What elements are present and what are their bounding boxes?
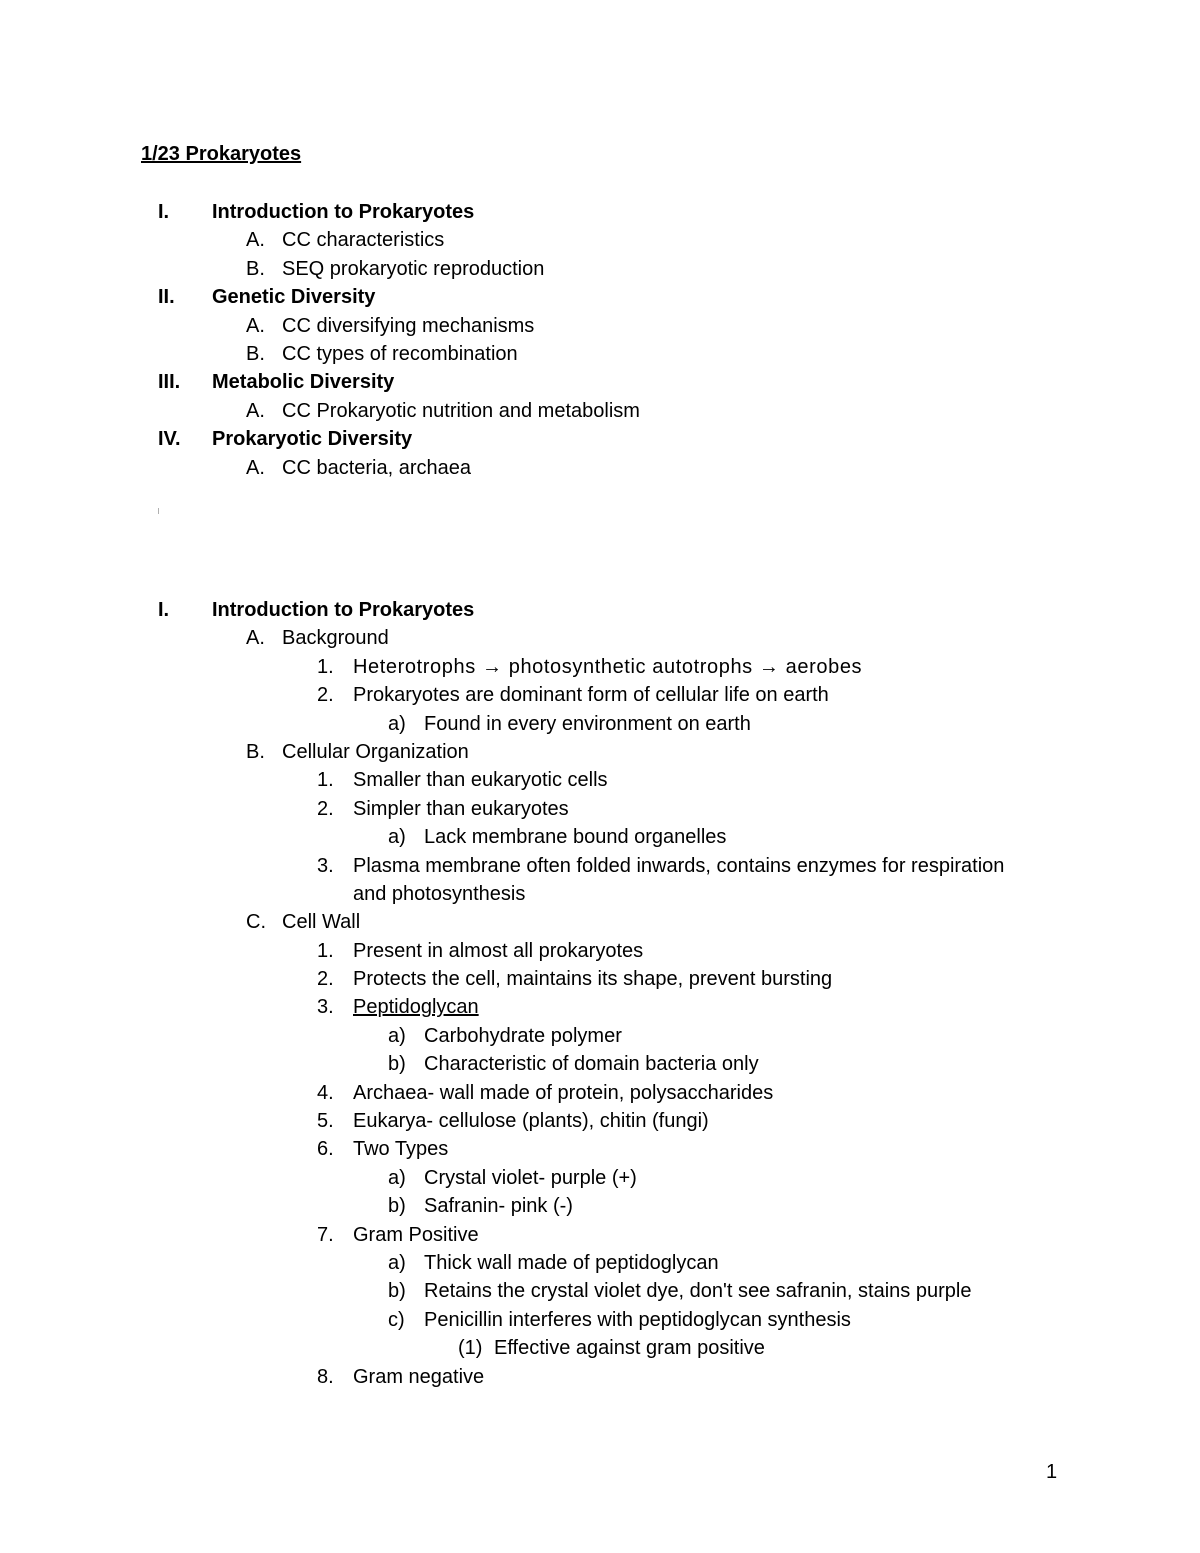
page-title: 1/23 Prokaryotes <box>141 143 302 165</box>
item-text: Protects the cell, maintains its shape, prevent bursting <box>353 968 833 991</box>
item-marker: B. <box>246 257 265 280</box>
outline-item <box>0 681 1200 709</box>
item-text: Found in every environment on earth <box>424 712 751 735</box>
outline-item <box>0 1107 1200 1135</box>
item-marker: A. <box>246 456 265 479</box>
item-text: Background <box>282 627 389 650</box>
outline-item <box>0 766 1200 794</box>
item-marker: B. <box>246 740 265 763</box>
item-marker: a) <box>388 826 406 849</box>
item-marker: B. <box>246 342 265 365</box>
outline-item <box>0 965 1200 993</box>
item-text: CC diversifying mechanisms <box>282 314 535 337</box>
item-text: Lack membrane bound organelles <box>424 826 727 849</box>
item-marker: b) <box>388 1280 406 1303</box>
item-text: Plasma membrane often folded inwards, contains enzymes for respiration <box>353 854 1005 877</box>
item-marker: A. <box>246 627 265 650</box>
item-text: Effective against gram positive <box>494 1337 765 1360</box>
item-text: CC types of recombination <box>282 342 518 365</box>
item-marker: 2. <box>317 684 334 707</box>
outline-item <box>0 908 1200 936</box>
outline-heading <box>0 425 1200 453</box>
outline-item <box>0 1022 1200 1050</box>
item-text: Two Types <box>353 1138 449 1161</box>
outline-item <box>0 795 1200 823</box>
outline-item <box>0 1050 1200 1078</box>
section-heading: Introduction to Prokaryotes <box>212 599 475 621</box>
item-marker: 1. <box>317 769 334 792</box>
page-number: 1 <box>1046 1461 1058 1483</box>
outline-item <box>0 1079 1200 1107</box>
outline-heading <box>0 283 1200 311</box>
item-marker: 2. <box>317 968 334 991</box>
item-text: CC Prokaryotic nutrition and metabolism <box>282 399 640 422</box>
item-text: Characteristic of domain bacteria only <box>424 1053 759 1076</box>
item-marker: 3. <box>317 854 334 877</box>
item-text: Prokaryotes are dominant form of cellular life on earth <box>353 684 829 707</box>
item-text: Smaller than eukaryotic cells <box>353 769 608 792</box>
outline-item <box>0 710 1200 738</box>
item-text: Archaea- wall made of protein, polysaccharides <box>353 1081 774 1104</box>
outline-item <box>0 852 1200 880</box>
outline-item <box>0 397 1200 425</box>
item-text: Cell Wall <box>282 911 361 934</box>
item-text: Penicillin interferes with peptidoglycan synthesis <box>424 1308 851 1331</box>
item-text: Crystal violet- purple (+) <box>424 1166 637 1189</box>
outline-item <box>0 255 1200 283</box>
item-text: Safranin- pink (-) <box>424 1195 573 1218</box>
outline-item <box>0 993 1200 1021</box>
roman-numeral: IV. <box>158 428 181 451</box>
stray-mark <box>158 508 159 514</box>
item-marker: C. <box>246 911 266 934</box>
section-heading: Introduction to Prokaryotes <box>212 201 475 223</box>
item-marker: (1) <box>458 1337 483 1360</box>
outline-item <box>0 454 1200 482</box>
outline-item <box>0 1164 1200 1192</box>
outline-item <box>0 312 1200 340</box>
outline-item <box>0 1135 1200 1163</box>
item-marker: b) <box>388 1053 406 1076</box>
item-text: Gram Positive <box>353 1223 479 1246</box>
outline-item <box>0 226 1200 254</box>
outline-item <box>0 937 1200 965</box>
roman-numeral: III. <box>158 371 181 394</box>
item-text: Cellular Organization <box>282 740 469 763</box>
item-text: Heterotrophs → photosynthetic autotrophs → aerobes <box>353 655 863 678</box>
item-text: Eukarya- cellulose (plants), chitin (fungi) <box>353 1110 709 1133</box>
outline-item-continuation <box>0 880 1200 908</box>
item-marker: 8. <box>317 1365 334 1388</box>
outline-item <box>0 1192 1200 1220</box>
item-text: and photosynthesis <box>353 882 526 905</box>
item-marker: a) <box>388 1251 406 1274</box>
outline-item <box>0 1221 1200 1249</box>
item-marker: 1. <box>317 939 334 962</box>
item-text: Thick wall made of peptidoglycan <box>424 1251 719 1274</box>
item-marker: b) <box>388 1195 406 1218</box>
outline-item <box>0 738 1200 766</box>
outline-item <box>0 340 1200 368</box>
detail-outline <box>0 596 1200 1391</box>
outline-item <box>0 624 1200 652</box>
item-marker: 7. <box>317 1223 334 1246</box>
outline-item <box>0 1363 1200 1391</box>
outline-item <box>0 1334 1200 1362</box>
summary-outline <box>0 198 1200 482</box>
roman-numeral: I. <box>158 599 170 621</box>
item-text: Retains the crystal violet dye, don't see safranin, stains purple <box>424 1280 972 1303</box>
item-marker: A. <box>246 314 265 337</box>
item-text: Gram negative <box>353 1365 485 1388</box>
outline-item <box>0 653 1200 681</box>
item-text: Simpler than eukaryotes <box>353 797 569 820</box>
section-heading: Genetic Diversity <box>212 286 376 309</box>
item-marker: 2. <box>317 797 334 820</box>
item-text: CC characteristics <box>282 229 445 252</box>
item-marker: 1. <box>317 655 334 678</box>
item-marker: A. <box>246 399 265 422</box>
item-marker: a) <box>388 712 406 735</box>
item-text: Carbohydrate polymer <box>424 1024 622 1047</box>
item-marker: 5. <box>317 1110 334 1133</box>
item-text: CC bacteria, archaea <box>282 456 471 479</box>
section-heading: Prokaryotic Diversity <box>212 428 413 451</box>
item-marker: 6. <box>317 1138 334 1161</box>
item-marker: a) <box>388 1166 406 1189</box>
roman-numeral: II. <box>158 286 175 309</box>
item-text: SEQ prokaryotic reproduction <box>282 257 545 280</box>
item-text: Present in almost all prokaryotes <box>353 939 644 962</box>
roman-numeral: I. <box>158 201 170 223</box>
outline-heading <box>0 198 1200 226</box>
outline-item <box>0 1277 1200 1305</box>
item-marker: 3. <box>317 996 334 1019</box>
item-marker: A. <box>246 229 265 252</box>
outline-heading <box>0 596 1200 624</box>
section-heading: Metabolic Diversity <box>212 371 395 394</box>
item-text: Peptidoglycan <box>353 996 479 1019</box>
outline-item <box>0 1306 1200 1334</box>
item-marker: 4. <box>317 1081 334 1104</box>
item-marker: a) <box>388 1024 406 1047</box>
outline-item <box>0 823 1200 851</box>
item-marker: c) <box>388 1308 405 1331</box>
outline-heading <box>0 368 1200 396</box>
outline-item <box>0 1249 1200 1277</box>
